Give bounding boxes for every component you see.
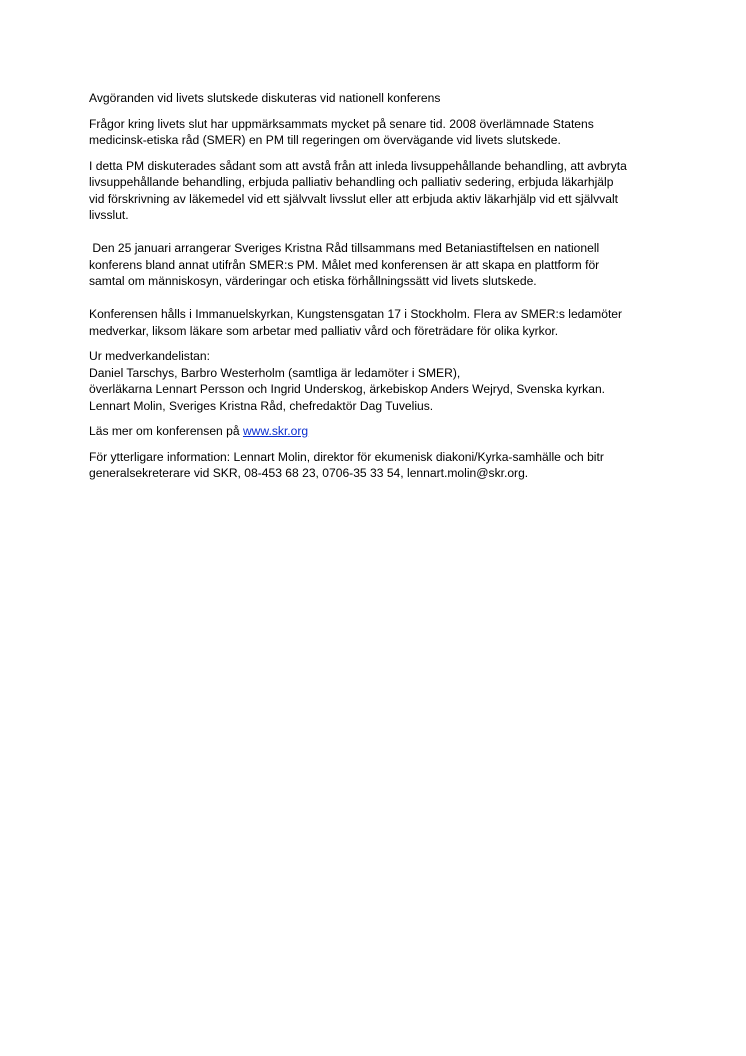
- text-line: För ytterligare information: Lennart Molin, direktor för ekumenisk diakoni/Kyrka-samhälle och bitr: [89, 449, 604, 464]
- paragraph-venue: [89, 306, 669, 339]
- text-line: konferens bland annat utifrån SMER:s PM. Målet med konferensen är att skapa en plattform för: [89, 257, 600, 272]
- participant-line: överläkarna Lennart Persson och Ingrid Underskog, ärkebiskop Anders Wejryd, Svenska kyrkan.: [89, 382, 606, 396]
- text-line: Konferensen hålls i Immanuelskyrkan, Kungstensgatan 17 i Stockholm. Flera av SMER:s ledamöter: [89, 307, 623, 321]
- title-line: Avgöranden vid livets slutskede diskuteras vid nationell konferens: [89, 91, 441, 105]
- text-line: livsuppehållande behandling, erbjuda palliativ behandling och palliativ sedering, erbjuda läkarhjälp: [89, 175, 614, 189]
- document-body: [89, 90, 669, 482]
- read-more-prefix: Läs mer om konferensen på: [89, 424, 243, 438]
- participants-heading: Ur medverkandelistan:: [89, 349, 210, 363]
- participant-line: Daniel Tarschys, Barbro Westerholm (samtliga är ledamöter i SMER),: [89, 365, 461, 380]
- paragraph-conference: [89, 240, 669, 290]
- text-line: medverkar, liksom läkare som arbetar med palliativ vård och företrädare för olika kyrkor.: [89, 323, 559, 338]
- skr-website-link[interactable]: www.skr.org: [242, 424, 309, 438]
- paragraph-pm-discussion: [89, 158, 669, 224]
- participant-line: Lennart Molin, Sveriges Kristna Råd, chefredaktör Dag Tuvelius.: [89, 398, 434, 413]
- text-line: livsslut.: [89, 208, 129, 222]
- participants-list: [89, 348, 669, 414]
- text-line: medicinsk-etiska råd (SMER) en PM till regeringen om övervägande vid livets slutskede.: [89, 133, 561, 147]
- document-title: [89, 90, 669, 107]
- text-line: generalsekreterare vid SKR, 08-453 68 23, 0706-35 33 54, lennart.molin@skr.org.: [89, 466, 529, 480]
- paragraph-intro: [89, 116, 669, 149]
- read-more-line: [89, 423, 669, 440]
- read-more: [89, 423, 669, 440]
- text-line: vid förskrivning av läkemedel vid ett självvalt livsslut eller att erbjuda aktiv läkarhjälp vid ett självvalt: [89, 191, 618, 206]
- text-line: samtal om människosyn, värderingar och etiska förhållningssätt vid livets slutskede.: [89, 274, 537, 288]
- text-line: I detta PM diskuterades sådant som att avstå från att inleda livsuppehållande behandling, att avbryta: [89, 158, 627, 173]
- text-line: Den 25 januari arrangerar Sveriges Kristna Råd tillsammans med Betaniastiftelsen en nationell: [89, 241, 600, 255]
- text-line: Frågor kring livets slut har uppmärksammats mycket på senare tid. 2008 överlämnade Statens: [89, 116, 594, 131]
- contact-info: [89, 449, 669, 482]
